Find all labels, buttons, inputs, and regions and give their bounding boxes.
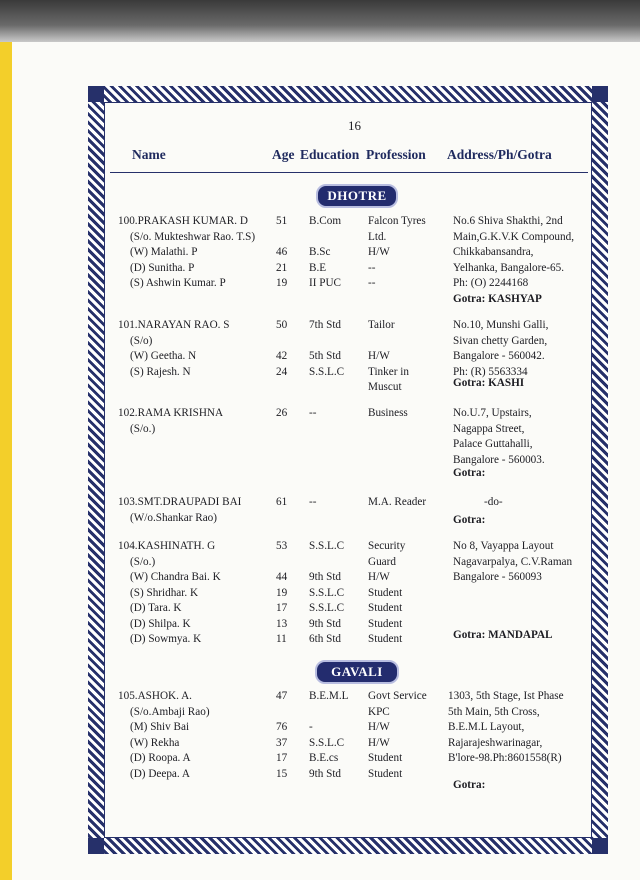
member-education: II PUC [309,277,342,289]
member-age: 47 [276,690,288,702]
member-age: 51 [276,215,288,227]
header-age: Age [272,147,295,162]
member-name: 102.RAMA KRISHNA [118,407,224,419]
member-profession: M.A. Reader [368,496,427,508]
gotra-label: Gotra: [453,514,486,526]
address-line: Nagappa Street, [453,422,525,435]
member-education: 6th Std [309,633,342,645]
member-profession: -- [368,261,376,274]
address-line: Nagavarpalya, C.V.Raman [453,555,573,568]
member-profession: Student [368,617,403,630]
member-name: (M) Shiv Bai [130,721,190,733]
address-line: Palace Guttahalli, [453,438,533,450]
gotra-label: Gotra: KASHI [453,377,525,389]
member-profession: Security [368,540,406,552]
member-name: (S/o.Ambaji Rao) [130,705,210,718]
member-name: (S) Shridhar. K [130,586,199,599]
gotra-label: Gotra: [453,779,486,791]
member-education: 9th Std [309,571,342,583]
member-profession: Guard [368,555,396,568]
member-profession: Student [368,752,403,764]
address-line: No.6 Shiva Shakthi, 2nd [453,215,563,227]
member-age: 42 [276,350,288,362]
member-age: 19 [276,277,288,289]
member-profession: H/W [368,350,390,362]
member-age: 76 [276,721,288,733]
member-age: 46 [276,246,288,258]
corner-ornament [592,838,608,854]
address-line: Yelhanka, Bangalore-65. [453,261,565,274]
member-education: -- [309,407,317,419]
member-age: 44 [276,571,288,583]
member-profession: Student [368,602,403,614]
member-education: S.S.L.C [309,736,345,749]
address-line: Ph: (R) 5563334 [453,365,528,378]
header-address: Address/Ph/Gotra [447,147,552,162]
address-line: Main,G.K.V.K Compound, [453,230,574,243]
member-education: B.Com [309,215,342,227]
address-line: No.10, Munshi Galli, [453,319,549,331]
member-profession: Student [368,586,403,599]
address-line: Rajarajeshwarinagar, [448,736,543,749]
member-profession: Tinker in [368,365,409,378]
member-name: (D) Roopa. A [130,752,191,764]
section-dhotre: DHOTRE [316,184,398,208]
member-education: - [309,721,313,733]
corner-ornament [88,86,104,102]
address-line: Bangalore - 560093 [453,571,542,583]
member-age: 21 [276,261,288,274]
member-age: 11 [276,633,287,645]
member-profession: H/W [368,736,390,749]
member-name: (W) Geetha. N [130,350,197,362]
section-gavali: GAVALI [315,660,399,684]
address-line: Bangalore - 560003. [453,453,545,466]
address-line: B.E.M.L Layout, [448,721,525,733]
member-education: S.S.L.C [309,586,345,599]
member-age: 50 [276,319,288,331]
member-education: 7th Std [309,319,342,331]
member-profession: Student [368,767,403,780]
member-education: B.Sc [309,246,331,258]
header-name: Name [132,147,166,162]
member-profession: -- [368,277,376,289]
member-name: (S/o.) [130,422,156,435]
member-age: 13 [276,617,288,630]
header-rule [110,172,588,173]
member-profession: Tailor [368,319,395,331]
member-education: S.S.L.C [309,602,345,614]
member-age: 15 [276,767,288,780]
member-name: (W) Rekha [130,736,180,749]
member-education: S.S.L.C [309,365,345,378]
member-name: (S/o.) [130,555,156,568]
member-age: 17 [276,752,288,764]
member-age: 24 [276,365,288,378]
address-line: Ph: (O) 2244168 [453,277,529,289]
corner-ornament [88,838,104,854]
member-name: 105.ASHOK. A. [118,690,192,702]
member-profession: Student [368,633,403,645]
member-name: (S/o) [130,334,153,347]
member-age: 53 [276,540,288,552]
member-education: 9th Std [309,767,342,780]
member-education: 9th Std [309,617,342,630]
member-name: (D) Shilpa. K [130,617,191,630]
member-name: (W) Malathi. P [130,246,198,258]
member-name: (S) Ashwin Kumar. P [130,277,226,289]
member-profession: KPC [368,705,390,718]
member-name: (W/o.Shankar Rao) [130,511,217,524]
gotra-label: Gotra: [453,467,486,479]
member-profession: Ltd. [368,230,387,243]
address-line: No 8, Vayappa Layout [453,540,554,552]
member-name: 101.NARAYAN RAO. S [118,319,230,331]
address-line: Sivan chetty Garden, [453,334,548,347]
page-number: 16 [348,118,361,133]
member-name: (W) Chandra Bai. K [130,571,221,583]
member-age: 37 [276,736,288,749]
member-profession: Falcon Tyres [368,215,426,227]
member-age: 26 [276,407,288,419]
member-education: 5th Std [309,350,342,362]
address-line: B'lore-98.Ph:8601558(R) [448,752,562,764]
member-age: 19 [276,586,288,599]
member-name: (D) Deepa. A [130,767,190,780]
address-line: No.U.7, Upstairs, [453,407,532,419]
corner-ornament [592,86,608,102]
member-profession: H/W [368,721,390,733]
member-name: (S/o. Mukteshwar Rao. T.S) [130,230,256,243]
member-name: 104.KASHINATH. G [118,540,216,552]
member-profession: Muscut [368,381,402,393]
member-education: B.E [309,261,327,274]
member-age: 61 [276,496,288,508]
member-name: (D) Tara. K [130,602,182,614]
member-education: -- [309,496,317,508]
address-line: Bangalore - 560042. [453,350,545,362]
member-education: B.E.M.L [309,690,349,702]
member-name: 103.SMT.DRAUPADI BAI [118,496,242,508]
scan-top-edge [0,0,640,42]
member-name: (D) Sowmya. K [130,633,202,645]
member-profession: H/W [368,571,390,583]
address-line: -do- [484,496,503,508]
gotra-label: Gotra: KASHYAP [453,293,542,305]
address-line: Chikkabansandra, [453,246,534,258]
address-line: 1303, 5th Stage, Ist Phase [448,690,564,702]
gotra-label: Gotra: MANDAPAL [453,629,553,641]
member-education: B.E.cs [309,752,339,764]
member-name: 100.PRAKASH KUMAR. D [118,215,248,227]
member-name: (D) Sunitha. P [130,261,195,274]
header-education: Education [300,147,360,162]
member-profession: Business [368,407,408,419]
member-age: 17 [276,602,288,614]
binding-edge [0,0,12,880]
member-education: S.S.L.C [309,540,345,552]
member-profession: H/W [368,246,390,258]
member-name: (S) Rajesh. N [130,365,191,378]
header-profession: Profession [366,147,426,162]
member-profession: Govt Service [368,690,427,702]
address-line: 5th Main, 5th Cross, [448,705,540,718]
